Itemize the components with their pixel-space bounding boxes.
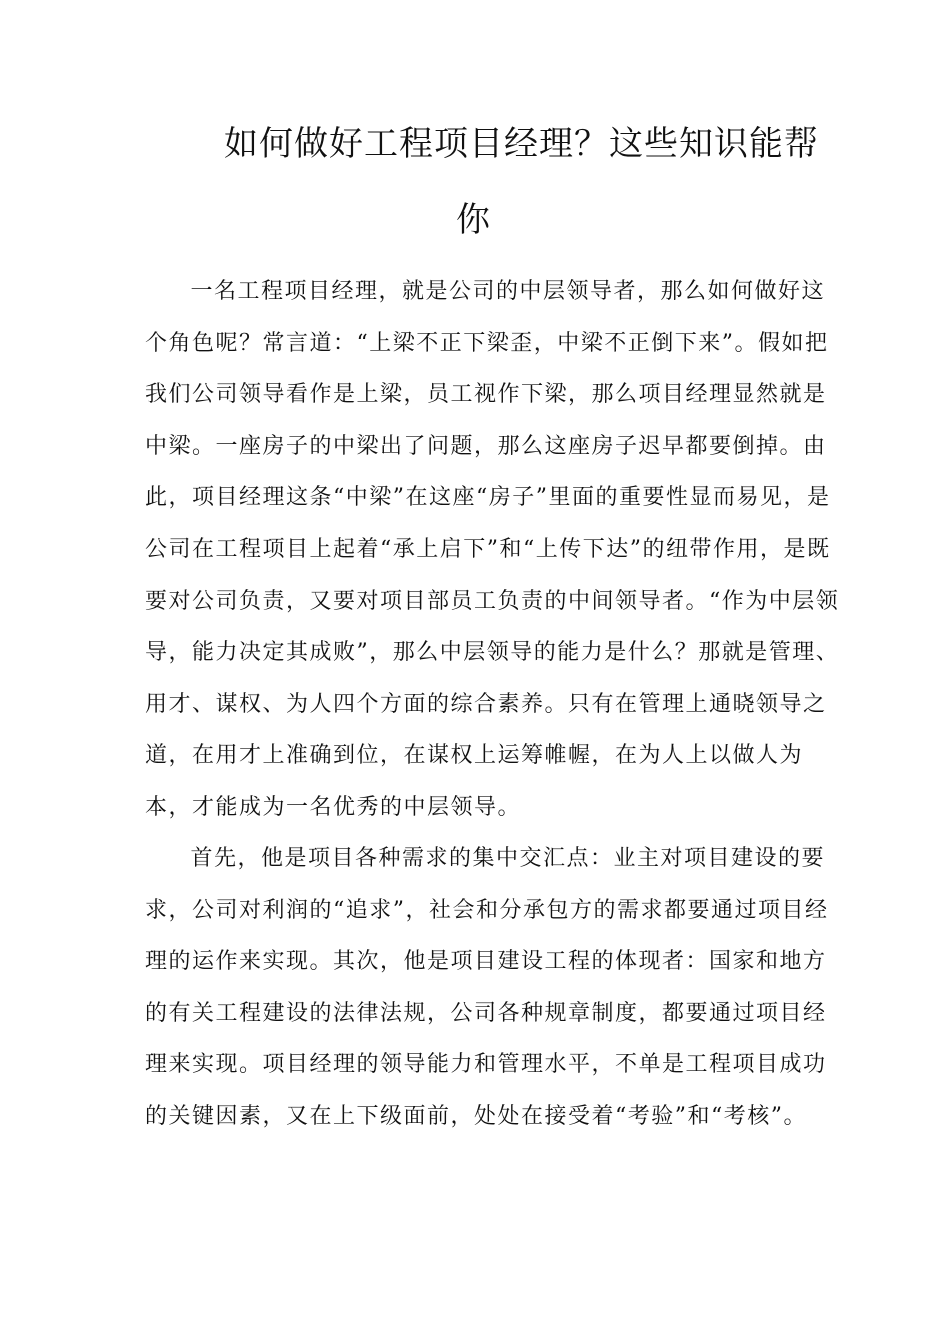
- paragraph-line: 的关键因素，又在上下级面前，处处在接受着“考验”和“考核”。: [145, 1104, 807, 1129]
- paragraph-line: 中梁。一座房子的中梁出了问题，那么这座房子迟早都要倒掉。由: [145, 434, 827, 459]
- paragraph-line: 首先，他是项目各种需求的集中交汇点：业主对项目建设的要: [167, 846, 826, 871]
- paragraph-line: 本，才能成为一名优秀的中层领导。: [145, 795, 522, 820]
- paragraph-line: 导，能力决定其成败”，那么中层领导的能力是什么？那就是管理、: [145, 640, 840, 665]
- paragraph-line: 一名工程项目经理，就是公司的中层领导者，那么如何做好这: [167, 279, 826, 304]
- paragraph-line: 公司在工程项目上起着“承上启下”和“上传下达”的纽带作用，是既: [145, 537, 831, 562]
- paragraph-line: 此，项目经理这条“中梁”在这座“房子”里面的重要性显而易见，是: [145, 485, 831, 510]
- page-title-line-1: 如何做好工程项目经理？这些知识能帮: [224, 124, 819, 164]
- paragraph-line: 理来实现。项目经理的领导能力和管理水平，不单是工程项目成功: [145, 1052, 827, 1077]
- paragraph-line: 要对公司负责，又要对项目部员工负责的中间领导者。“作为中层领: [145, 589, 840, 614]
- paragraph-line: 求，公司对利润的“追求”，社会和分承包方的需求都要通过项目经: [145, 898, 829, 923]
- paragraph-line: 道，在用才上准确到位，在谋权上运筹帷幄，在为人上以做人为: [145, 743, 804, 768]
- paragraph-line: 我们公司领导看作是上梁，员工视作下梁，那么项目经理显然就是: [145, 382, 827, 407]
- paragraph-line: 用才、谋权、为人四个方面的综合素养。只有在管理上通晓领导之: [145, 692, 827, 717]
- paragraph-line: 的有关工程建设的法律法规，公司各种规章制度，都要通过项目经: [145, 1001, 827, 1026]
- page-title-line-2: 你: [456, 200, 491, 240]
- paragraph-line: 个角色呢？常言道：“上梁不正下梁歪，中梁不正倒下来”。假如把: [145, 331, 829, 356]
- paragraph-line: 理的运作来实现。其次，他是项目建设工程的体现者：国家和地方: [145, 949, 827, 974]
